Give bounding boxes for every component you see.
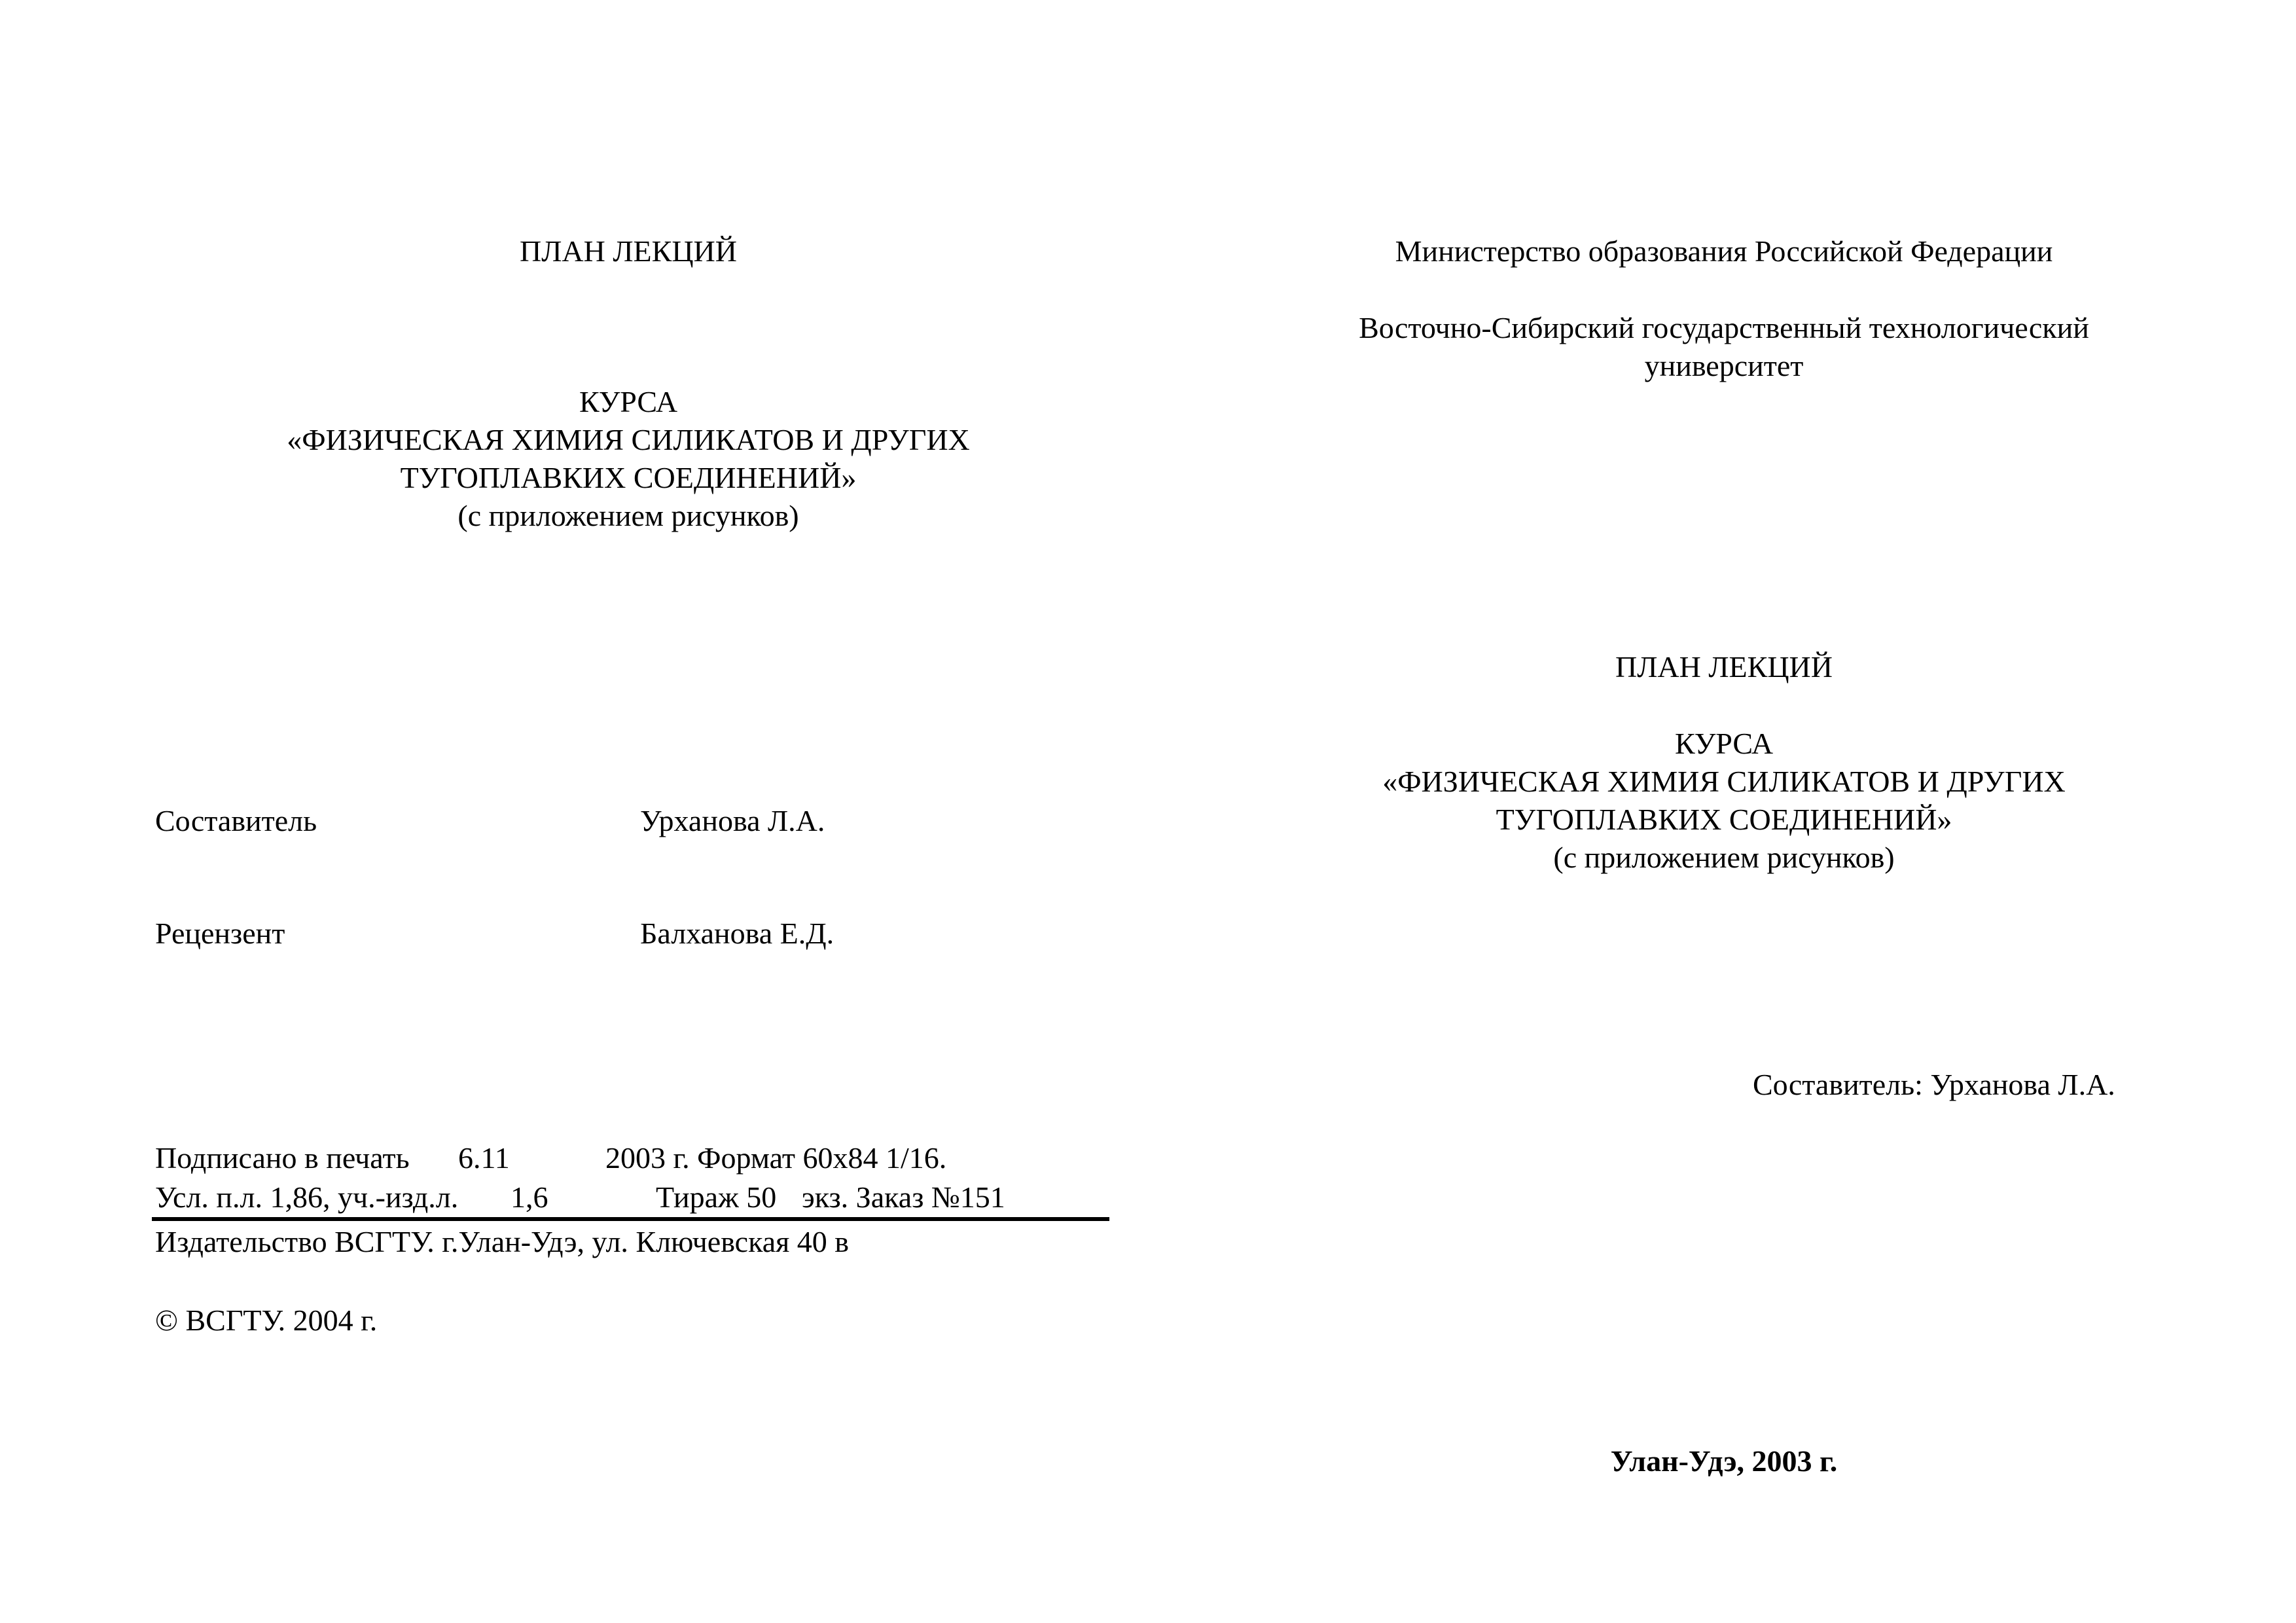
right-page [1148, 0, 2296, 1623]
reviewer-label: Рецензент [155, 917, 285, 950]
imprint-sheets-value: 1,6 [511, 1180, 548, 1214]
right-course-line: «ФИЗИЧЕСКАЯ ХИМИЯ СИЛИКАТОВ И ДРУГИХ [1382, 765, 2066, 798]
left-course-line: «ФИЗИЧЕСКАЯ ХИМИЯ СИЛИКАТОВ И ДРУГИХ [287, 423, 970, 456]
university-line: университет [1644, 349, 1804, 382]
right-compiler: Составитель: Урханова Л.А. [1753, 1068, 2115, 1101]
imprint-divider [152, 1217, 1109, 1221]
imprint-publisher: Издательство ВСГТУ. г.Улан-Удэ, ул. Ключевская 40 в [155, 1225, 850, 1258]
left-course-line: КУРСА [579, 385, 678, 418]
right-heading: ПЛАН ЛЕКЦИЙ [1615, 650, 1833, 684]
imprint-signed-date: 6.11 [458, 1141, 510, 1175]
compiler-label: Составитель [155, 804, 317, 837]
university-line: Восточно-Сибирский государственный технологический [1359, 311, 2089, 344]
ministry-line: Министерство образования Российской Федерации [1395, 234, 2053, 268]
left-heading: ПЛАН ЛЕКЦИЙ [520, 234, 737, 268]
copyright: © ВСГТУ. 2004 г. [155, 1304, 378, 1337]
imprint-year-format: 2003 г. Формат 60x84 1/16. [605, 1141, 947, 1175]
left-course-line: ТУГОПЛАВКИХ СОЕДИНЕНИЙ» [400, 461, 857, 494]
right-course-line: КУРСА [1674, 727, 1774, 760]
city-year: Улан-Удэ, 2003 г. [1610, 1444, 1838, 1478]
imprint-print-run: Тираж 50 [656, 1180, 777, 1214]
reviewer-name: Балханова Е.Д. [640, 917, 834, 950]
imprint-sheets: Усл. п.л. 1,86, уч.-изд.л. [155, 1180, 459, 1214]
left-course-line: (с приложением рисунков) [457, 499, 799, 532]
imprint-order: экз. Заказ №151 [802, 1180, 1005, 1214]
compiler-name: Урханова Л.А. [640, 804, 825, 837]
imprint-signed-label: Подписано в печать [155, 1141, 410, 1175]
right-course-line: (с приложением рисунков) [1553, 841, 1895, 874]
right-course-line: ТУГОПЛАВКИХ СОЕДИНЕНИЙ» [1496, 803, 1952, 836]
